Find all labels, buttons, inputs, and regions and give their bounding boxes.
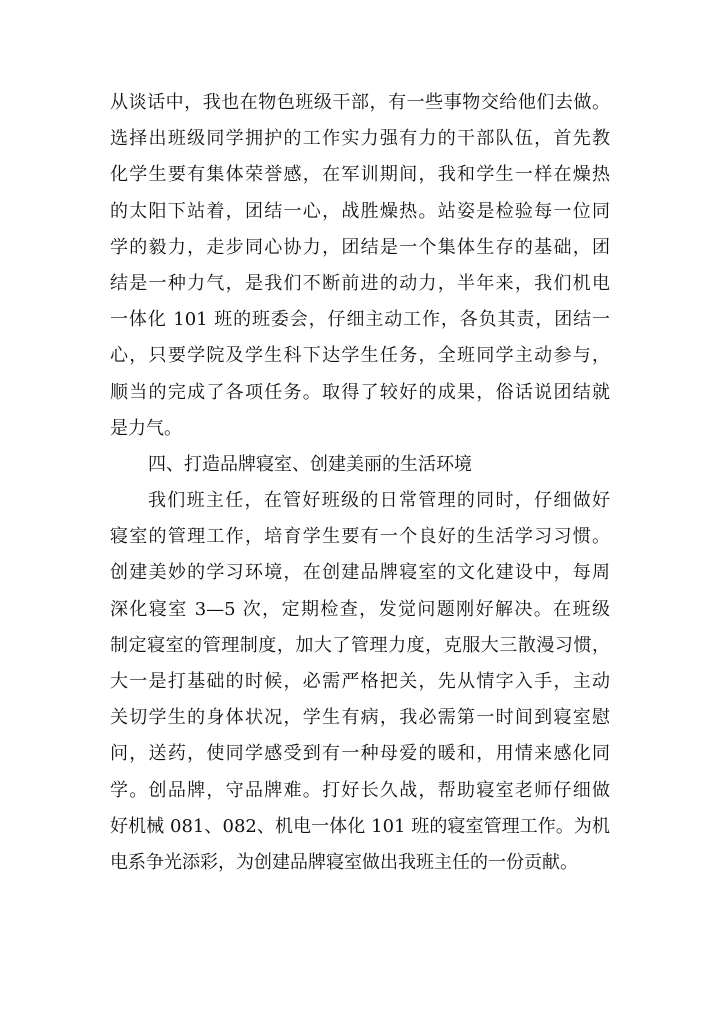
text-line: 好机械 081、082、机电一体化 101 班的寝室管理工作。为机 bbox=[110, 815, 610, 837]
text-line: 学的毅力，走步同心协力，团结是一个集体生存的基础，团 bbox=[110, 236, 610, 258]
paragraph-2 bbox=[110, 483, 610, 881]
text-line: 问，送药，使同学感受到有一种母爱的暖和，用情来感化同 bbox=[110, 743, 610, 765]
text-line: 结是一种力气，是我们不断前进的动力，半年来，我们机电 bbox=[110, 272, 610, 294]
text-line: 关切学生的身体状况，学生有病，我必需第一时间到寝室慰 bbox=[110, 707, 610, 729]
text-line: 深化寝室 3—5 次，定期检查，发觉问题刚好解决。在班级 bbox=[110, 598, 610, 620]
text-line: 选择出班级同学拥护的工作实力强有力的干部队伍，首先教 bbox=[110, 128, 610, 150]
text-line: 大一是打基础的时候，必需严格把关，先从情字入手，主动 bbox=[110, 671, 610, 692]
text-line: 制定寝室的管理制度，加大了管理力度，克服大三散漫习惯， bbox=[110, 634, 610, 656]
text-line: 心，只要学院及学生科下达学生任务，全班同学主动参与， bbox=[110, 345, 610, 367]
text-line: 学。创品牌，守品牌难。打好长久战，帮助寝室老师仔细做 bbox=[110, 779, 610, 801]
text-line: 顺当的完成了各项任务。取得了较好的成果，俗话说团结就 bbox=[110, 381, 610, 403]
text-line: 从谈话中，我也在物色班级干部，有一些事物交给他们去做。 bbox=[110, 92, 610, 113]
text-line: 寝室的管理工作，培育学生要有一个良好的生活学习习惯。 bbox=[110, 526, 610, 548]
text-line: 化学生要有集体荣誉感，在军训期间，我和学生一样在燥热 bbox=[110, 164, 610, 186]
text-line: 的太阳下站着，团结一心，战胜燥热。站姿是检验每一位同 bbox=[110, 200, 610, 222]
text-line: 一体化 101 班的班委会，仔细主动工作，各负其责，团结一 bbox=[110, 309, 610, 331]
text-line: 电系争光添彩，为创建品牌寝室做出我班主任的一份贡献。 bbox=[110, 851, 578, 873]
paragraph-1 bbox=[110, 85, 610, 447]
document-body bbox=[110, 85, 610, 881]
text-line: 创建美妙的学习环境，在创建品牌寝室的文化建设中，每周 bbox=[110, 562, 610, 584]
section-heading: 四、打造品牌寝室、创建美丽的生活环境 bbox=[148, 453, 472, 475]
text-line: 我们班主任，在管好班级的日常管理的同时，仔细做好 bbox=[148, 490, 610, 512]
text-line: 是力气。 bbox=[110, 417, 182, 439]
